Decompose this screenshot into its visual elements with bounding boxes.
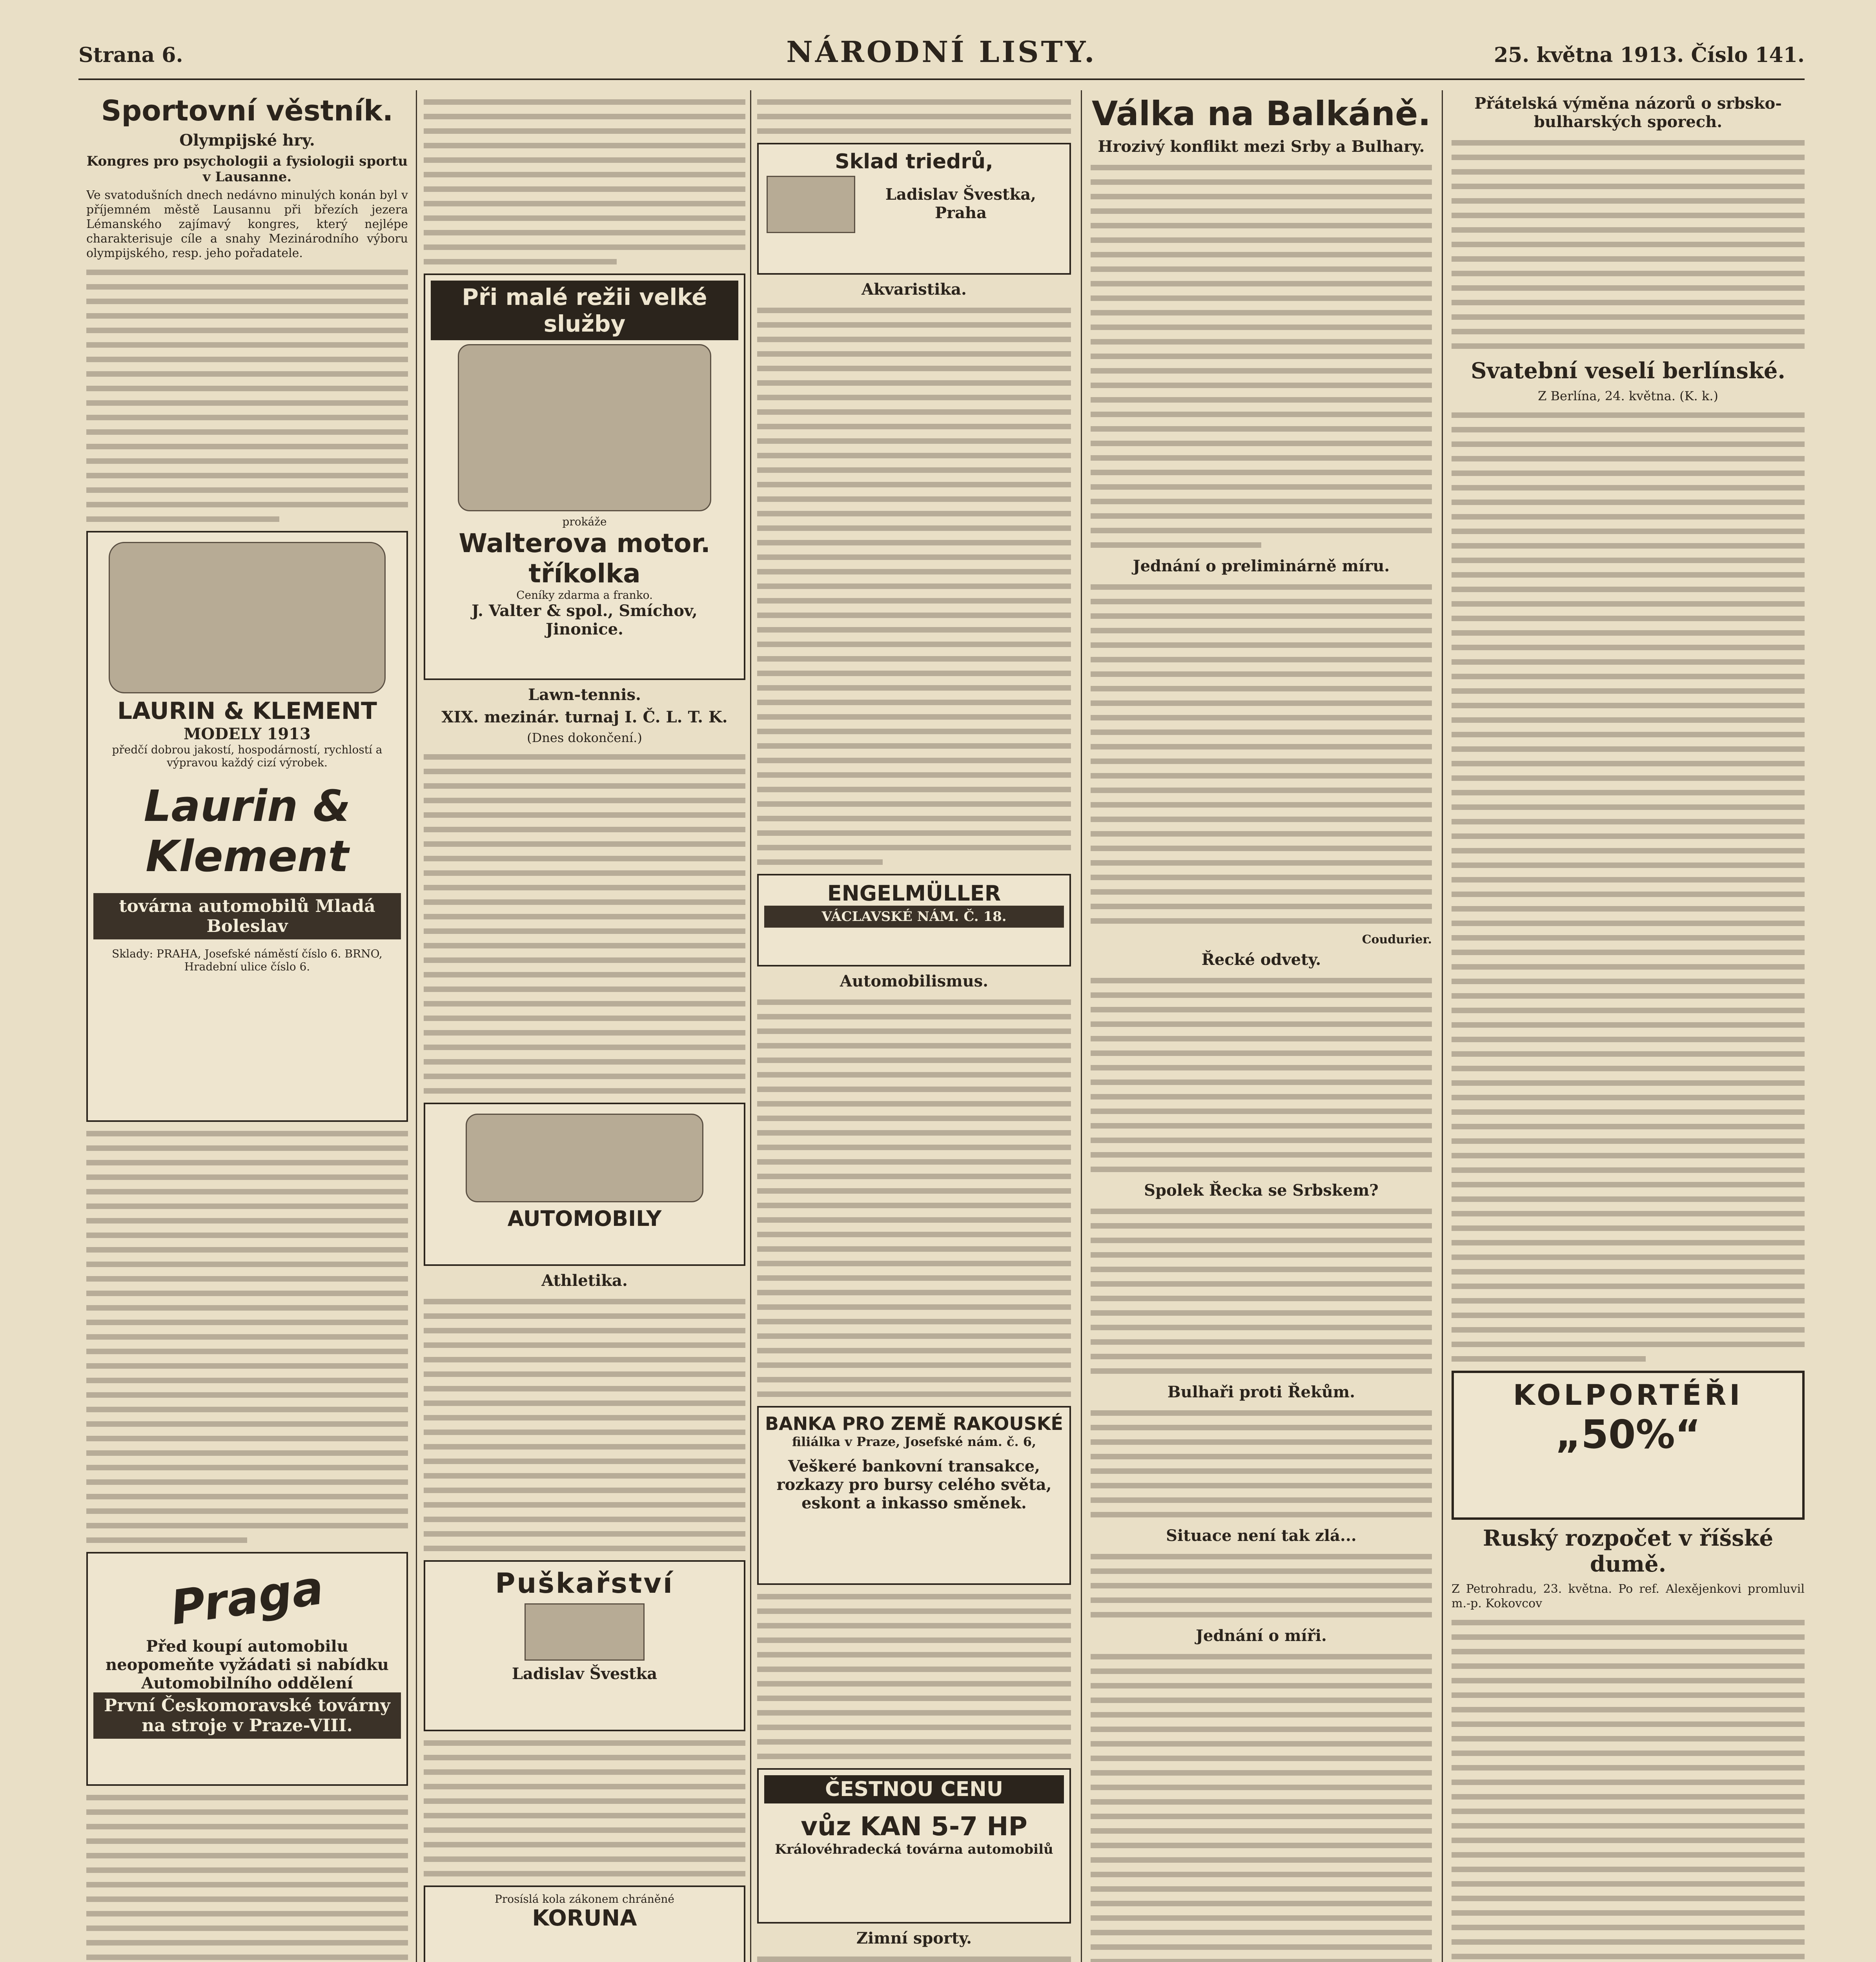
article-text-block [424, 1740, 745, 1876]
ad-brand: BANKA PRO ZEMĚ RAKOUSKÉ [765, 1413, 1063, 1434]
subhead-situation: Situace není tak zlá... [1166, 1526, 1357, 1545]
subhead-motoring: Automobilismus. [840, 972, 989, 990]
car-illustration [466, 1114, 703, 1202]
ad-car: vůz KAN 5-7 HP [801, 1811, 1027, 1842]
article-text-block [757, 99, 1071, 134]
car-illustration [109, 542, 386, 693]
column-5 [1452, 90, 1805, 1962]
ad-kan-car [757, 1768, 1071, 1924]
ad-label: Prosíslá kola zákonem chráněné [494, 1893, 675, 1905]
ad-brand: Sklad triedrů, [835, 150, 993, 173]
ad-brand: KORUNA [532, 1905, 637, 1931]
ad-brand-logo: Praga [167, 1560, 327, 1636]
section-title-wedding: Svatební veselí berlínské. [1471, 358, 1785, 384]
article-text-block [1452, 140, 1805, 349]
subhead-greece-serbia: Spolek Řecka se Srbskem? [1144, 1181, 1379, 1200]
ad-slogan: Před koupí automobilu neopomeňte vyžádati si nabídku [106, 1637, 389, 1674]
ad-brand: AUTOMOBILY [507, 1206, 662, 1231]
subhead-congress: Kongres pro psychologii a fysiologii sportu v Lausanne. [86, 153, 408, 185]
gun-illustration [525, 1603, 645, 1661]
ad-text: Veškeré bankovní transakce, rozkazy pro bursy celého světa, eskont a inkasso směnek. [776, 1457, 1052, 1512]
ad-title: Při malé režii velké služby [431, 281, 738, 340]
article-text-block [424, 754, 745, 1094]
binoculars-illustration [767, 176, 855, 233]
column-divider [1081, 90, 1082, 1962]
column-divider [1442, 90, 1443, 1962]
column-1 [86, 90, 408, 1962]
column-2 [424, 90, 745, 1962]
column-divider [750, 90, 751, 1962]
subhead-athletics: Athletika. [541, 1271, 628, 1290]
ad-brand: ENGELMÜLLER [827, 881, 1001, 906]
ad-laurin-klement [86, 531, 408, 1122]
article-text-block [757, 1957, 1071, 1962]
ad-brand: Walterova motor. tříkolka [459, 528, 710, 589]
ad-text: předčí dobrou jakostí, hospodárností, rychlostí a výpravou každý cizí výrobek. [112, 743, 382, 769]
ad-footer: Sklady: PRAHA, Josefské náměstí číslo 6. BRNO, Hradební ulice číslo 6. [112, 947, 382, 973]
article-text-block [757, 1594, 1071, 1759]
column-4 [1091, 90, 1432, 1962]
section-title-sport: Sportovní věstník. [101, 94, 393, 127]
ad-subtitle: filiálka v Praze, Josefské nám. č. 6, [792, 1434, 1036, 1449]
section-title-budget: Ruský rozpočet v říšské dumě. [1483, 1525, 1774, 1577]
article-text-block [1452, 1620, 1805, 1962]
dateline-berlin: Z Berlína, 24. května. (K. k.) [1538, 388, 1718, 403]
ad-title: ČESTNOU CENU [764, 1775, 1064, 1803]
ad-subtitle: MODELY 1913 [184, 725, 311, 743]
subhead-olympic: Olympijské hry. [179, 131, 315, 150]
article-text-block [1091, 978, 1432, 1172]
ad-engelmuller [757, 874, 1071, 966]
article-signature: Coudurier. [1362, 933, 1432, 946]
ad-kolporteri [1452, 1371, 1805, 1520]
ad-koruna [424, 1885, 745, 1962]
article-text-block [757, 999, 1071, 1397]
ad-bank [757, 1406, 1071, 1585]
ad-brand: Puškařství [495, 1567, 674, 1599]
subhead-aquaristics: Akvaristika. [862, 280, 967, 299]
subhead-serb-bulgar-exchange: Přátelská výměna názorů o srbsko-bulharských sporech. [1474, 94, 1782, 131]
issue-date: 25. května 1913. Číslo 141. [1494, 43, 1805, 67]
ad-address: VÁCLAVSKÉ NÁM. Č. 18. [764, 906, 1064, 928]
article-text-block [1091, 584, 1432, 924]
masthead-rule [78, 78, 1805, 80]
masthead [78, 27, 1805, 75]
article-paragraph: Ve svatodušních dnech nedávno minulých konán byl v příjemném městě Lausannu při březích jezera Lémanského zajímavý kongres, který nejlépe charakterisuje cíle a snahy Mezinárodního výboru olympijského, resp. jeho pořadatele. [86, 188, 408, 260]
ad-factory: továrna automobilů Mladá Boleslav [93, 893, 401, 939]
ad-walter-tricycle [424, 274, 745, 680]
subhead-greek-reprisals: Řecké odvety. [1201, 950, 1321, 969]
ad-automobily [424, 1103, 745, 1266]
article-text-block [757, 308, 1071, 865]
article-text-block [1452, 412, 1805, 1362]
subhead-peace-negotiation: Jednání o míři. [1196, 1626, 1327, 1645]
column-3 [757, 90, 1071, 1962]
ad-company: První Českomoravské továrny na stroje v Praze-VIII. [93, 1692, 401, 1739]
article-text-block [86, 1795, 408, 1962]
continuation-note: (Dnes dokončení.) [527, 730, 642, 745]
column-divider [416, 90, 417, 1962]
subhead-tournament: XIX. mezinár. turnaj I. Č. L. T. K. [441, 708, 728, 726]
article-text-block [86, 1131, 408, 1543]
subhead-conflict: Hrozivý konflikt mezi Srby a Bulhary. [1098, 137, 1425, 156]
ad-price: Ceníky zdarma a franko. [516, 589, 653, 602]
section-title-balkan: Válka na Balkáně. [1091, 94, 1431, 133]
ad-owner: Ladislav Švestka [512, 1665, 658, 1683]
ad-owner: Ladislav Švestka, Praha [885, 185, 1036, 222]
article-text-block [424, 1299, 745, 1551]
ad-company: Královéhradecká továrna automobilů [775, 1842, 1053, 1857]
subhead-winter-sports: Zimní sporty. [856, 1929, 972, 1947]
article-text-block [1091, 1209, 1432, 1374]
subhead-lawn-tennis: Lawn-tennis. [528, 686, 641, 704]
article-text-block [1091, 1554, 1432, 1617]
ad-gunsmith [424, 1560, 745, 1731]
article-text-block [1091, 1654, 1432, 1962]
ad-company: J. Valter & spol., Smíchov, Jinonice. [472, 602, 698, 638]
ad-praga [86, 1552, 408, 1786]
ad-percentage: „50%“ [1555, 1411, 1701, 1457]
article-text-block [86, 270, 408, 522]
subhead-peace-talks: Jednání o preliminárně míru. [1133, 557, 1390, 575]
ad-subtitle: prokáže [562, 515, 607, 528]
tricycle-illustration [458, 344, 711, 511]
ad-brand-logo: Laurin & Klement [144, 781, 351, 881]
ad-department: Automobilního oddělení [141, 1674, 353, 1692]
article-text-block [1091, 165, 1432, 548]
article-text-block [424, 99, 745, 264]
ad-title: LAURIN & KLEMENT [117, 697, 377, 725]
ad-binoculars [757, 143, 1071, 275]
subhead-bulgarians-vs-greeks: Bulhaři proti Řekům. [1167, 1383, 1355, 1401]
article-text-block [1091, 1410, 1432, 1517]
page-label: Strana 6. [78, 43, 183, 67]
newspaper-title: NÁRODNÍ LISTY. [786, 35, 1097, 69]
ad-brand: KOLPORTÉŘI [1513, 1379, 1743, 1411]
dateline-petrograd: Z Petrohradu, 23. května. Po ref. Alexějenkovi promluvil m.-p. Kokovcov [1452, 1582, 1805, 1610]
